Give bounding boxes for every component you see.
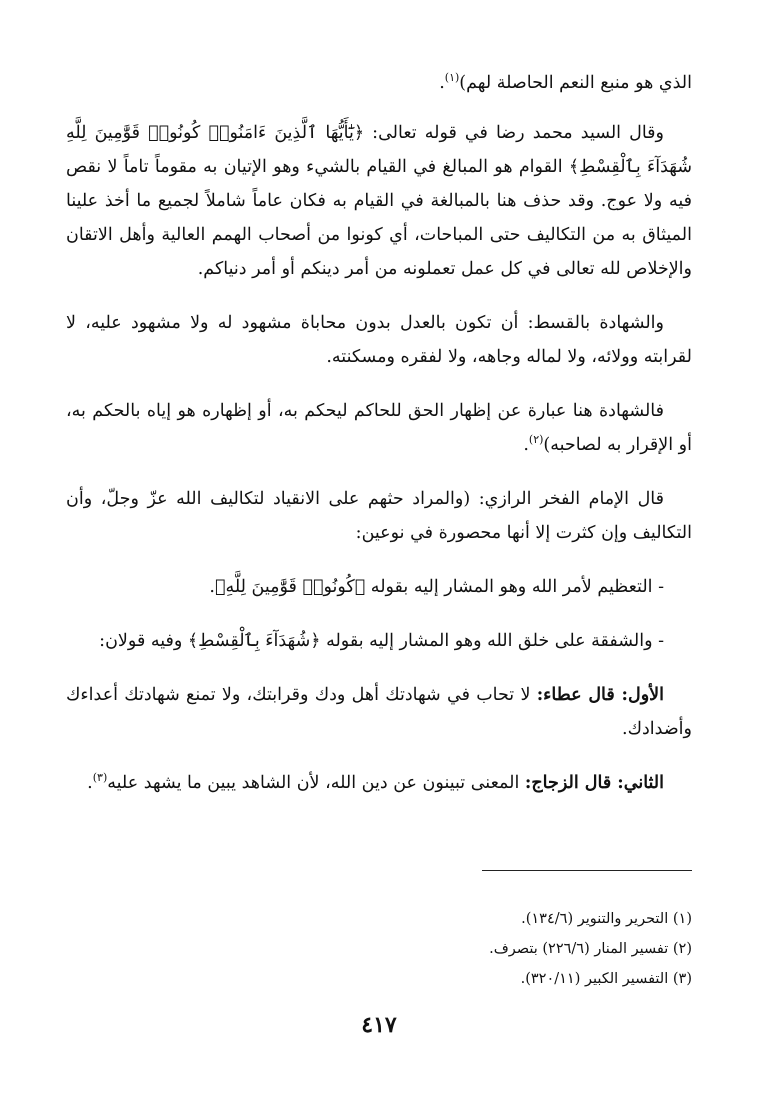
footnote-ref: (٣) bbox=[92, 771, 108, 785]
footnotes bbox=[292, 904, 692, 994]
paragraph-text: والشهادة بالقسط: أن تكون بالعدل بدون محاباة مشهود له ولا مشهود عليه، لا لقرابته وولائه، ولا لماله وجاهه، ولا لفقره ومسكنته. bbox=[66, 313, 692, 367]
footnote-ref: (٢) bbox=[528, 433, 544, 447]
paragraph-text: الذي هو منبع النعم الحاصلة لهم) bbox=[459, 73, 692, 93]
footnote-1: (١) التحرير والتنوير (١٣٤/٦). bbox=[521, 911, 692, 927]
paragraph-end: . bbox=[439, 73, 445, 93]
paragraph-text: وقال السيد محمد رضا في قوله تعالى: ﴿يَٰٓأَيُّهَا ٱلَّذِينَ ءَامَنُوا۟ كُونُوا۟ قَوَّٰمِينَ لِلَّهِ شُهَدَآءَ بِٱلْقِسْطِ﴾ القوام هو المبالغ في القيام بالشيء وهو الإتيان به مقوماً تاماً لا نقص فيه ولا عوج. وقد حذف هنا بالمبالغة في القيام به فكان عاماً شاملاً لجميع ما أخذ علينا الميثاق به من التكاليف حتى المباحات، أي كونوا من أصحاب الهمم العالية وأهل الاتقان والإخلاص لله تعالى في كل عمل تعملونه من أمر دينكم أو أمر دنياكم. bbox=[66, 123, 692, 279]
paragraph-razi-quote bbox=[66, 482, 692, 550]
page-number: ٤١٧ bbox=[361, 1012, 397, 1038]
footnote-2: (٢) تفسير المنار (٢٢٦/٦) بتصرف. bbox=[489, 941, 692, 957]
paragraph-end: . bbox=[523, 435, 529, 455]
list-item-shafaqa bbox=[66, 624, 692, 658]
paragraph-text: لا تحاب في شهادتك أهل ودك وقرابتك، ولا تمنع شهادتك أعداءك وأضدادك. bbox=[66, 685, 692, 739]
list-item-taazim bbox=[66, 570, 692, 604]
footnote-ref: (١) bbox=[444, 71, 460, 85]
paragraph-text: المعنى تبينون عن دين الله، لأن الشاهد يبين ما يشهد عليه bbox=[107, 773, 525, 793]
opinion-first bbox=[66, 678, 692, 746]
paragraph-end: . bbox=[87, 773, 93, 793]
paragraph-shahada-qist bbox=[66, 306, 692, 374]
footnote-divider bbox=[482, 870, 692, 871]
paragraph-text: فالشهادة هنا عبارة عن إظهار الحق للحاكم ليحكم به، أو إظهاره هو إياه بالحكم به، أو الإقرار به لصاحبه) bbox=[66, 401, 692, 455]
footnote-3: (٣) التفسير الكبير (٣٢٠/١١). bbox=[520, 971, 692, 987]
paragraph-text: - والشفقة على خلق الله وهو المشار إليه بقوله ﴿شُهَدَآءَ بِٱلْقِسْطِ﴾ وفيه قولان: bbox=[99, 631, 664, 651]
paragraph-text: - التعظيم لأمر الله وهو المشار إليه بقوله ﴿كُونُوا۟ قَوَّٰمِينَ لِلَّهِ﴾. bbox=[209, 577, 664, 597]
main-text bbox=[66, 66, 692, 820]
opinion-second bbox=[66, 766, 692, 800]
paragraph-text: قال الإمام الفخر الرازي: (والمراد حثهم على الانقياد لتكاليف الله عزّ وجلّ، وأن التكاليف وإن كثرت إلا أنها محصورة في نوعين: bbox=[66, 489, 692, 543]
opinion-label: الثاني: قال الزجاج: bbox=[524, 773, 664, 793]
paragraph-shahada-definition bbox=[66, 394, 692, 462]
opinion-label: الأول: قال عطاء: bbox=[536, 685, 664, 705]
paragraph-continuation bbox=[66, 66, 692, 100]
paragraph-rida-quote bbox=[66, 116, 692, 286]
